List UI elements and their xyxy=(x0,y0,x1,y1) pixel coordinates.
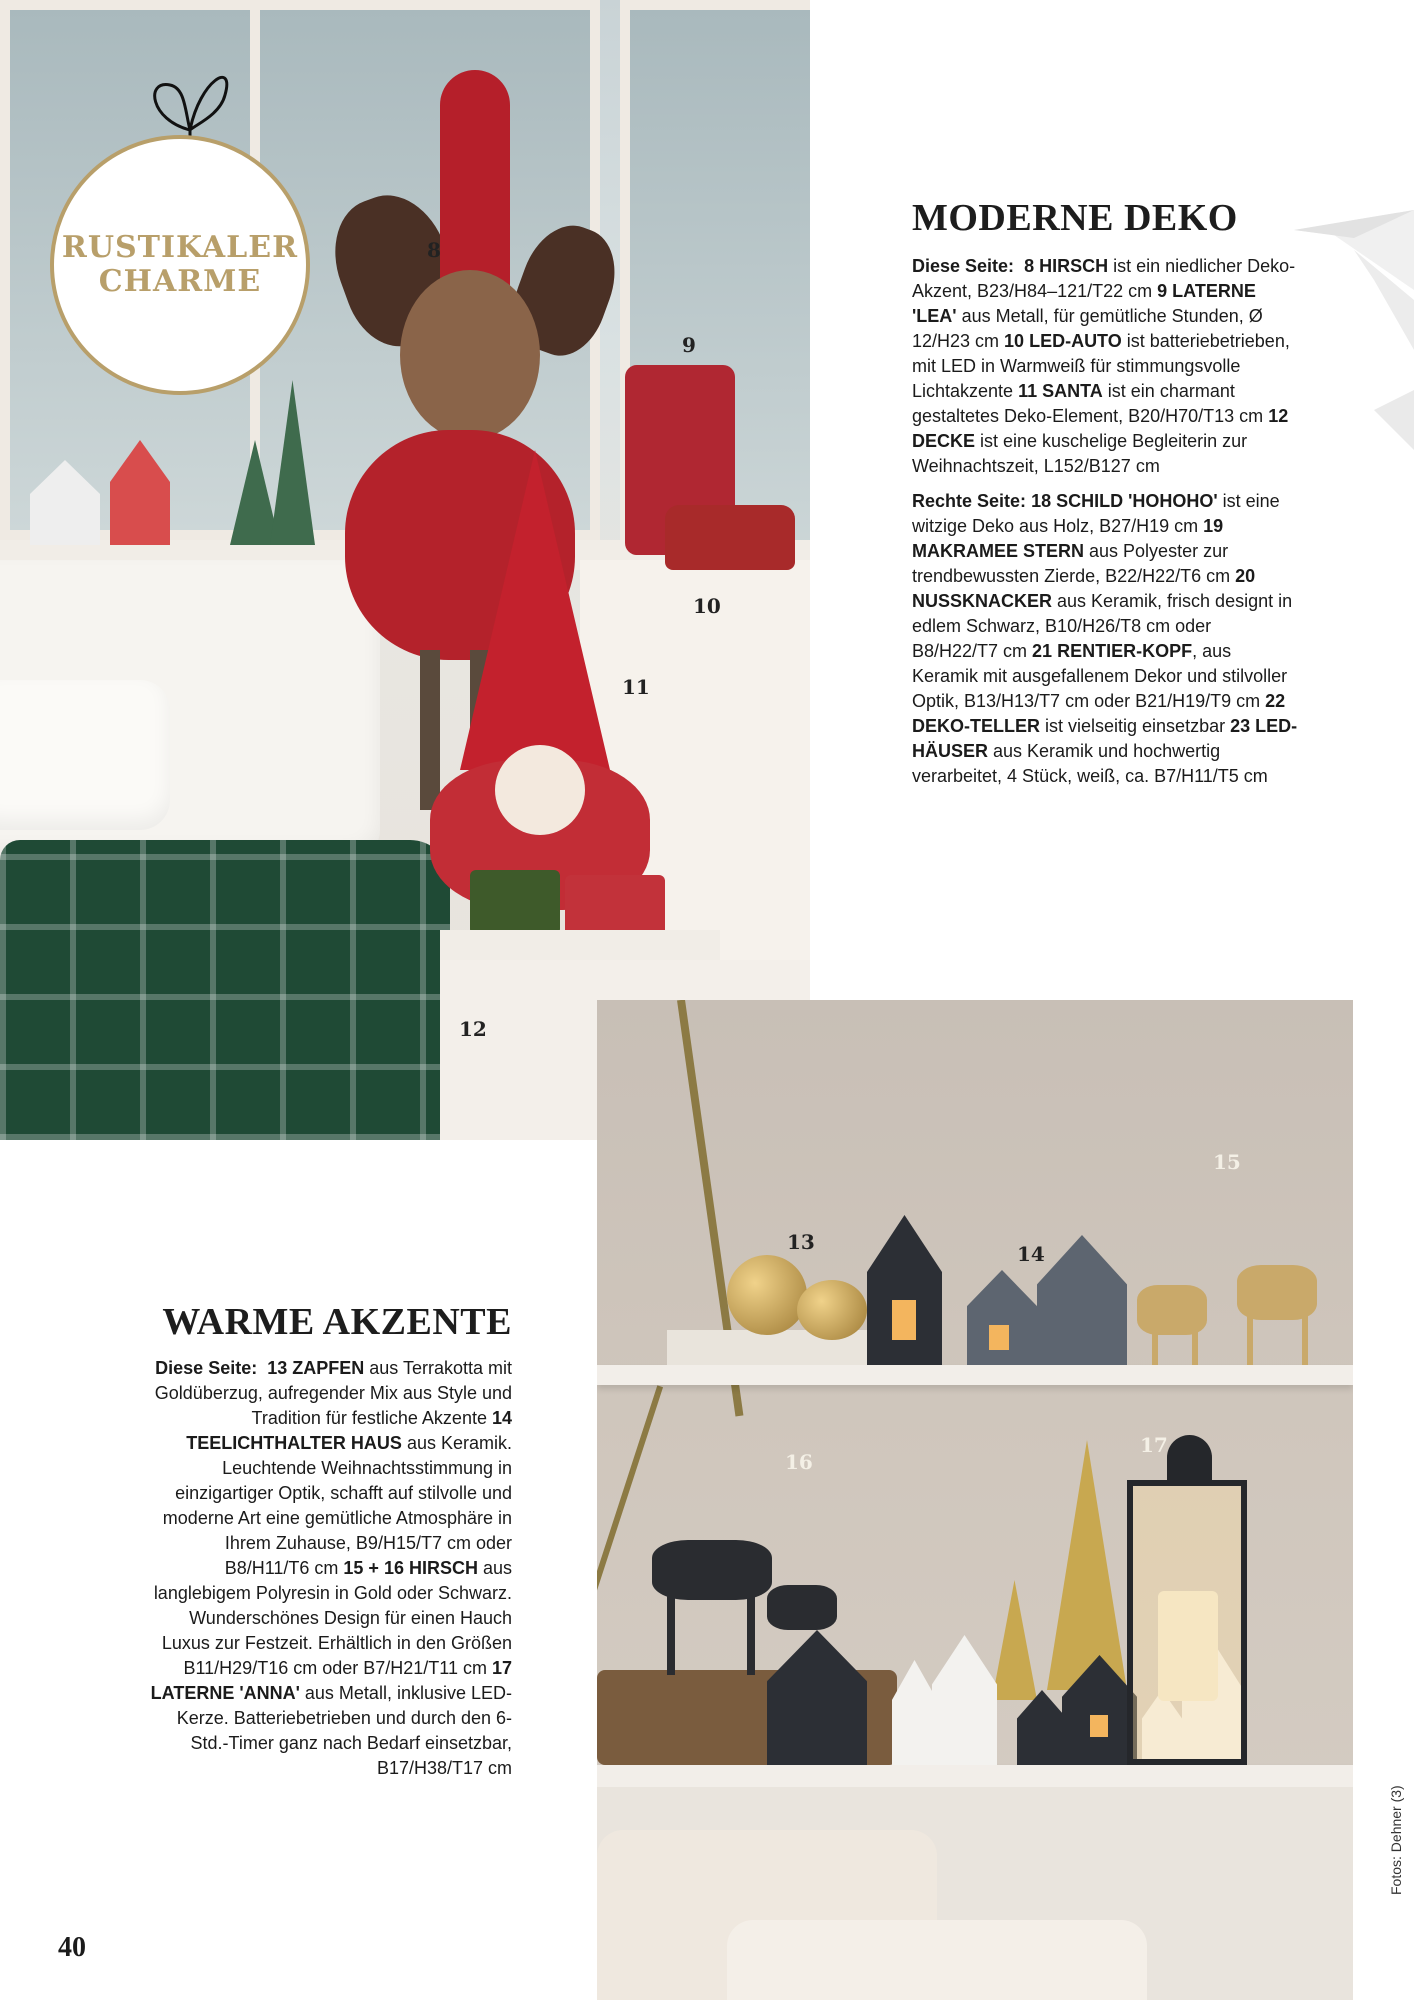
star-decoration-icon xyxy=(1294,190,1414,490)
item-label: 23 LED-HÄUSER xyxy=(912,716,1298,761)
window-ledge xyxy=(440,930,720,960)
item-text: ist ein niedlicher Deko-Akzent, B23/H84–121/T22 cm xyxy=(912,256,1296,301)
item-label: 19 MAKRAMEE STERN xyxy=(912,516,1224,561)
label-10: 10 xyxy=(693,594,721,618)
santa-beard xyxy=(495,745,585,835)
gold-deer xyxy=(1237,1265,1317,1320)
lantern-anna xyxy=(1127,1480,1247,1765)
led-house xyxy=(1017,1690,1067,1765)
gold-cone xyxy=(797,1280,867,1340)
item-text: ist eine witzige Deko aus Holz, B27/H19 cm xyxy=(912,491,1280,536)
label-14: 14 xyxy=(1017,1242,1045,1266)
item-label: 12 DECKE xyxy=(912,406,1289,451)
item-text: aus Keramik und hochwertig verarbeitet, 4 Stück, weiß, ca. B7/H11/T5 cm xyxy=(912,741,1268,786)
item-text: ist vielseitig einsetzbar xyxy=(1040,716,1231,736)
label-16: 16 xyxy=(785,1450,813,1474)
label-8: 8 xyxy=(427,238,441,262)
led-house xyxy=(767,1630,867,1765)
item-label: 20 NUSSKNACKER xyxy=(912,566,1256,611)
item-text: ist ein charmant gestaltetes Deko-Element, B20/H70/T13 cm xyxy=(912,381,1264,426)
led-house xyxy=(932,1635,997,1765)
badge-line-2: CHARME xyxy=(98,264,262,299)
item-label: 14 TEELICHTHALTER HAUS xyxy=(186,1408,512,1453)
tealight-house xyxy=(1037,1235,1127,1365)
item-label: 8 HIRSCH xyxy=(1024,256,1109,276)
moderne-deko-block xyxy=(912,196,1302,799)
item-label: 22 DEKO-TELLER xyxy=(912,691,1286,736)
label-17: 17 xyxy=(1140,1433,1168,1457)
warme-paragraph xyxy=(150,1356,512,1781)
item-label: 15 + 16 HIRSCH xyxy=(343,1558,478,1578)
label-13: 13 xyxy=(787,1230,815,1254)
led-house xyxy=(892,1660,937,1765)
warme-akzente-block xyxy=(150,1300,512,1791)
gold-tree xyxy=(992,1580,1037,1700)
photo-credit: Fotos: Dehner (3) xyxy=(1388,1785,1404,1895)
upper-shelf xyxy=(597,1365,1353,1385)
plaid-blanket xyxy=(0,840,450,1140)
gold-tree xyxy=(1047,1440,1127,1690)
candle-glass xyxy=(470,870,560,935)
section-title: WARME AKZENTE xyxy=(162,1301,512,1343)
badge-line-1: RUSTIKALER xyxy=(61,230,299,265)
black-deer xyxy=(652,1540,772,1600)
item-text: aus Polyester zur trendbewussten Zierde, B22/H22/T6 cm xyxy=(912,541,1236,586)
item-text: ist eine kuschelige Begleiterin zur Weihnachtszeit, L152/B127 cm xyxy=(912,431,1248,476)
item-text: aus Metall, inklusive LED-Kerze. Batteriebetrieben und durch den 6-Std.-Timer ganz nach Bedarf einsetzbar, B17/H38/T17 cm xyxy=(176,1683,512,1778)
item-label: 9 LATERNE 'LEA' xyxy=(912,281,1256,326)
lantern-top xyxy=(1167,1435,1212,1480)
item-text: aus Keramik, frisch designt in edlem Schwarz, B10/H26/T8 cm oder B8/H22/T7 cm xyxy=(912,591,1293,661)
item-label: 18 SCHILD 'HOHOHO' xyxy=(1031,491,1218,511)
section-badge xyxy=(50,135,310,395)
lead: Diese Seite: xyxy=(912,256,1015,276)
page-number: 40 xyxy=(58,1932,86,1963)
item-label: 13 ZAPFEN xyxy=(267,1358,365,1378)
gold-deer xyxy=(1137,1285,1207,1335)
lower-shelf xyxy=(597,1765,1353,1787)
item-label: 21 RENTIER-KOPF xyxy=(1032,641,1193,661)
item-text: aus Keramik. Leuchtende Weihnachtsstimmung in einzigartiger Optik, schafft auf stilvolle und moderne Art eine gemütliche Atmosphäre in Ihrem Zuhause, B9/H15/T7 cm oder B8/H11/T6 cm xyxy=(162,1433,512,1578)
branch xyxy=(597,1385,663,1634)
label-15: 15 xyxy=(1213,1150,1241,1174)
photo-shelf-deco xyxy=(597,1000,1353,2000)
item-text: , aus Keramik mit ausgefallenem Dekor und stilvoller Optik, B13/H13/T7 cm oder B21/H19/T9 cm xyxy=(912,641,1288,711)
ornament-bow-icon xyxy=(140,40,240,140)
moderne-paragraph-1 xyxy=(912,254,1302,789)
label-12: 12 xyxy=(459,1017,487,1041)
item-text: aus langlebigem Polyresin in Gold oder Schwarz. Wunderschönes Design für einen Hauch Luxus zur Festzeit. Erhältlich in den Größen B11/H29/T16 cm oder B7/H21/T11 cm xyxy=(153,1558,512,1678)
moose-leg xyxy=(420,650,440,810)
lead: Diese Seite: xyxy=(155,1358,258,1378)
section-title: MODERNE DEKO xyxy=(912,197,1238,239)
lead: Rechte Seite: xyxy=(912,491,1027,511)
label-11: 11 xyxy=(622,675,650,699)
moose-head xyxy=(400,270,540,440)
item-text: ist batteriebetrieben, mit LED in Warmweiß für stimmungsvolle Lichtakzente xyxy=(912,331,1290,401)
black-deer xyxy=(767,1585,837,1630)
item-text: aus Metall, für gemütliche Stunden, Ø 12/H23 cm xyxy=(912,306,1263,351)
item-label: 11 SANTA xyxy=(1018,381,1103,401)
tealight-house xyxy=(967,1270,1037,1365)
gold-cone xyxy=(727,1255,807,1335)
item-text: aus Terrakotta mit Goldüberzug, aufregender Mix aus Style und Tradition für festliche Akzente xyxy=(154,1358,512,1428)
item-label: 17 LATERNE 'ANNA' xyxy=(150,1658,512,1703)
sofa-cushion xyxy=(0,680,170,830)
tealight-house xyxy=(867,1215,942,1365)
led-car xyxy=(665,505,795,570)
label-9: 9 xyxy=(682,333,696,357)
cushion xyxy=(727,1920,1147,2000)
item-label: 10 LED-AUTO xyxy=(1004,331,1122,351)
